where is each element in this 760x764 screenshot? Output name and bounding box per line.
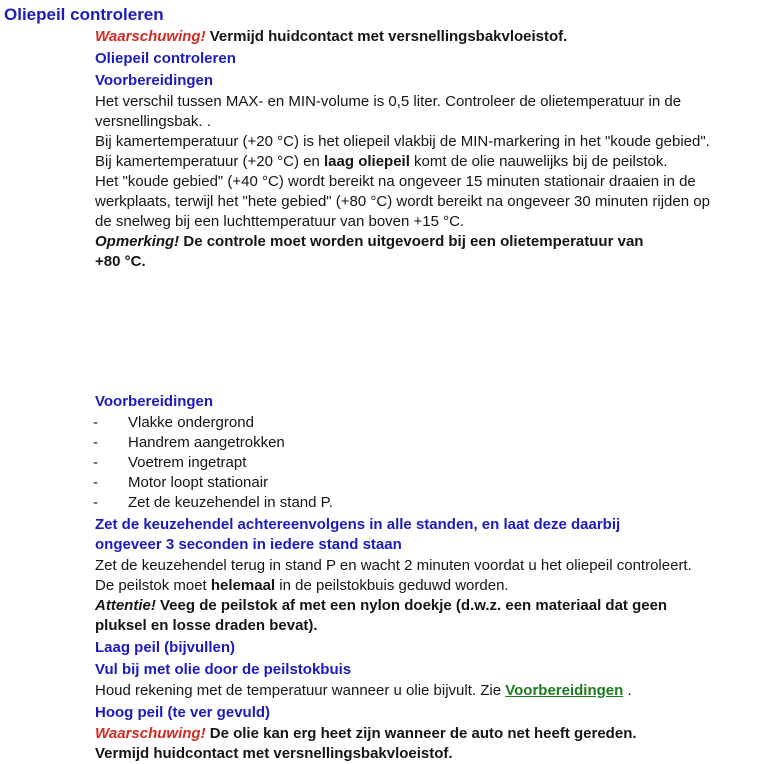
- heading-standen-line2: ongeveer 3 seconden in iedere stand staan: [95, 536, 402, 553]
- document-content: [95, 27, 755, 764]
- heading-voorbereidingen-1: Voorbereidingen: [95, 72, 214, 89]
- list-item: [95, 473, 755, 493]
- list-item: [95, 413, 755, 433]
- note-line2: +80 °C.: [95, 253, 146, 270]
- para-kamertemperatuur-2: [95, 152, 755, 172]
- warning-label: Waarschuwing!: [95, 28, 206, 45]
- para-koude-line1: Het "koude gebied" (+40 °C) wordt bereikt na ongeveer 15 minuten stationair draaien in de: [95, 173, 696, 190]
- heading-vul-bij: Vul bij met olie door de peilstokbuis: [95, 661, 352, 678]
- para-maxmin-line1: Het verschil tussen MAX- en MIN-volume is 0,5 liter. Controleer de olietemperatuur in de: [95, 93, 682, 110]
- list-item-label: Motor loopt stationair: [128, 474, 269, 491]
- heading-voorbereidingen-2: Voorbereidingen: [95, 393, 214, 410]
- para-peilstok: [95, 576, 755, 596]
- heading-oliepeil-controleren: Oliepeil controleren: [95, 50, 236, 67]
- para-maxmin: [95, 92, 755, 132]
- attention-attentie: [95, 596, 755, 636]
- warning-text: Vermijd huidcontact met versnellingsbakvloeistof.: [209, 28, 568, 45]
- attention-line1: Veeg de peilstok af met een nylon doekje (d.w.z. een materiaal dat geen: [160, 597, 668, 614]
- para-kamer2-post: komt de olie nauwelijks bij de peilstok.: [409, 153, 668, 170]
- bullet-dash: -: [93, 494, 98, 511]
- attention-label: Attentie!: [95, 597, 156, 614]
- para-kamertemperatuur-1: Bij kamertemperatuur (+20 °C) is het oliepeil vlakbij de MIN-markering in het "koude gebied".: [95, 133, 710, 150]
- bullet-dash: -: [93, 434, 98, 451]
- para-houd-pre: Houd rekening met de temperatuur wanneer u olie bijvult. Zie: [95, 682, 506, 699]
- note-label: Opmerking!: [95, 233, 180, 250]
- list-item: [95, 453, 755, 473]
- warning-bottom-label: Waarschuwing!: [95, 725, 206, 742]
- para-keuzehendel-terug: Zet de keuzehendel terug in stand P en wacht 2 minuten voordat u het oliepeil controleert.: [95, 557, 692, 574]
- heading-standen-line1: Zet de keuzehendel achtereenvolgens in alle standen, en laat deze daarbij: [95, 516, 621, 533]
- para-koude-line3: de snelweg bij een luchttemperatuur van boven +15 °C.: [95, 213, 465, 230]
- para-kamer2-pre: Bij kamertemperatuur (+20 °C) en: [95, 153, 325, 170]
- note-opmerking: [95, 232, 755, 272]
- content-spacer: [95, 272, 755, 390]
- bullet-dash: -: [93, 414, 98, 431]
- list-item-label: Voetrem ingetrapt: [128, 454, 247, 471]
- para-peilstok-post: in de peilstokbuis geduwd worden.: [275, 577, 509, 594]
- para-koude-line2: werkplaats, terwijl het "hete gebied" (+80 °C) wordt bereikt na ongeveer 30 minuten rijden op: [95, 193, 710, 210]
- document-page: [0, 3, 760, 764]
- note-line1: De controle moet worden uitgevoerd bij een olietemperatuur van: [183, 233, 644, 250]
- voorbereidingen-link[interactable]: Voorbereidingen: [505, 682, 624, 699]
- checklist: [95, 413, 755, 513]
- para-houd-rekening: [95, 681, 755, 701]
- warning-bottom: [95, 724, 755, 764]
- warning-top: [95, 27, 755, 47]
- page-title: Oliepeil controleren: [4, 5, 164, 24]
- heading-laag-peil: Laag peil (bijvullen): [95, 639, 236, 656]
- warning-bottom-line1: De olie kan erg heet zijn wanneer de auto net heeft gereden.: [209, 725, 637, 742]
- list-item-label: Zet de keuzehendel in stand P.: [128, 494, 333, 511]
- para-peilstok-pre: De peilstok moet: [95, 577, 211, 594]
- para-houd-post: .: [623, 682, 632, 699]
- attention-line2: pluksel en losse draden bevat).: [95, 617, 318, 634]
- list-item-label: Vlakke ondergrond: [128, 414, 254, 431]
- bullet-dash: -: [93, 474, 98, 491]
- heading-keuzehendel-standen: [95, 515, 755, 555]
- list-item: [95, 433, 755, 453]
- list-item: [95, 493, 755, 513]
- heading-hoog-peil: Hoog peil (te ver gevuld): [95, 704, 271, 721]
- bullet-dash: -: [93, 454, 98, 471]
- helemaal-bold: helemaal: [210, 577, 276, 594]
- para-koude-gebied: [95, 172, 755, 232]
- warning-bottom-line2: Vermijd huidcontact met versnellingsbakvloeistof.: [95, 745, 453, 762]
- para-maxmin-line2: versnellingsbak. .: [95, 113, 211, 130]
- laag-oliepeil-bold: laag oliepeil: [324, 153, 410, 170]
- list-item-label: Handrem aangetrokken: [128, 434, 285, 451]
